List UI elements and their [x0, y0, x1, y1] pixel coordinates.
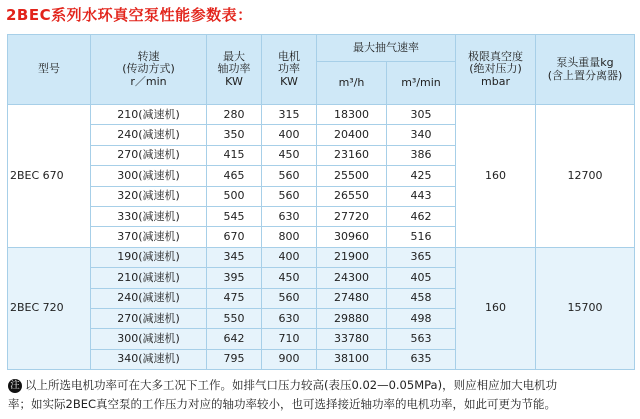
speed-cell: 240(减速机) [91, 288, 207, 308]
motor-power-cell: 560 [262, 186, 317, 206]
flow-m3h-cell: 29880 [317, 308, 387, 328]
motor-power-cell: 450 [262, 268, 317, 288]
header-shaft-power-label-2: 轴功率 [217, 62, 251, 76]
weight-cell: 15700 [536, 247, 635, 369]
motor-power-cell: 560 [262, 166, 317, 186]
header-motor-power-label: 电机 [278, 50, 300, 64]
shaft-power-cell: 642 [207, 329, 262, 349]
motor-power-cell: 400 [262, 125, 317, 145]
shaft-power-cell: 795 [207, 349, 262, 369]
flow-m3min-cell: 458 [387, 288, 456, 308]
table-body [8, 105, 635, 370]
flow-m3h-cell: 27720 [317, 206, 387, 226]
speed-cell: 340(减速机) [91, 349, 207, 369]
note-line-2: 率；如实际2BEC真空泵的工作压力对应的轴功率较小，也可选择接近轴功率的电机功率，如此可更为节能。 [8, 397, 556, 411]
header-flow-unit-m3h: m³/h [317, 62, 387, 105]
shaft-power-cell: 545 [207, 206, 262, 226]
flow-m3min-cell: 498 [387, 308, 456, 328]
flow-m3min-cell: 305 [387, 105, 456, 125]
flow-m3h-cell: 27480 [317, 288, 387, 308]
flow-m3h-cell: 21900 [317, 247, 387, 267]
shaft-power-cell: 280 [207, 105, 262, 125]
motor-power-cell: 315 [262, 105, 317, 125]
shaft-power-cell: 550 [207, 308, 262, 328]
spec-table [7, 34, 635, 370]
speed-cell: 210(减速机) [91, 268, 207, 288]
flow-m3min-cell: 386 [387, 145, 456, 165]
header-model-label: 型号 [38, 62, 60, 76]
shaft-power-cell: 475 [207, 288, 262, 308]
flow-m3min-cell: 563 [387, 329, 456, 349]
header-limit-vacuum-label: 极限真空度 [468, 50, 523, 64]
model-cell: 2BEC 720 [8, 247, 91, 369]
footnote [8, 376, 636, 414]
model-cell: 2BEC 670 [8, 105, 91, 248]
flow-m3h-cell: 20400 [317, 125, 387, 145]
shaft-power-cell: 500 [207, 186, 262, 206]
shaft-power-cell: 350 [207, 125, 262, 145]
flow-m3h-cell: 24300 [317, 268, 387, 288]
header-shaft-power [207, 35, 262, 105]
page-title: 2BEC系列水环真空泵性能参数表： [6, 6, 253, 24]
header-speed [91, 35, 207, 105]
speed-cell: 330(减速机) [91, 206, 207, 226]
header-shaft-power-unit: KW [225, 74, 243, 88]
speed-cell: 190(减速机) [91, 247, 207, 267]
flow-m3min-cell: 443 [387, 186, 456, 206]
motor-power-cell: 630 [262, 308, 317, 328]
flow-m3h-cell: 26550 [317, 186, 387, 206]
note-badge: 注 [8, 379, 22, 393]
speed-cell: 300(减速机) [91, 166, 207, 186]
header-limit-vacuum-unit: mbar [481, 74, 510, 88]
shaft-power-cell: 415 [207, 145, 262, 165]
motor-power-cell: 560 [262, 288, 317, 308]
header-limit-vacuum-sub: (绝对压力) [469, 62, 522, 76]
table-row [8, 105, 635, 125]
header-flow-unit-m3min: m³/min [387, 62, 456, 105]
header-motor-power-unit: KW [280, 74, 298, 88]
flow-m3h-cell: 33780 [317, 329, 387, 349]
weight-cell: 12700 [536, 105, 635, 248]
flow-m3min-cell: 425 [387, 166, 456, 186]
table-row [8, 247, 635, 267]
flow-m3min-cell: 365 [387, 247, 456, 267]
note-line-1: 以上所选电机功率可在大多工况下工作。如排气口压力较高(表压0.02—0.05MPa)，则应相应加大电机功 [25, 378, 558, 392]
header-shaft-power-label: 最大 [223, 50, 245, 64]
speed-cell: 240(减速机) [91, 125, 207, 145]
header-weight-label: 泵头重量kg [556, 56, 614, 70]
shaft-power-cell: 345 [207, 247, 262, 267]
flow-m3min-cell: 462 [387, 206, 456, 226]
header-max-flow [317, 35, 456, 62]
flow-m3h-cell: 38100 [317, 349, 387, 369]
header-max-flow-label: 最大抽气速率 [353, 40, 419, 54]
flow-m3min-cell: 340 [387, 125, 456, 145]
header-weight [536, 35, 635, 105]
limit-vacuum-cell: 160 [456, 247, 536, 369]
speed-cell: 300(减速机) [91, 329, 207, 349]
shaft-power-cell: 465 [207, 166, 262, 186]
header-speed-label: 转速 [137, 50, 160, 64]
flow-m3min-cell: 516 [387, 227, 456, 247]
motor-power-cell: 450 [262, 145, 317, 165]
header-motor-power [262, 35, 317, 105]
motor-power-cell: 710 [262, 329, 317, 349]
flow-m3min-cell: 405 [387, 268, 456, 288]
motor-power-cell: 900 [262, 349, 317, 369]
speed-cell: 270(减速机) [91, 145, 207, 165]
shaft-power-cell: 395 [207, 268, 262, 288]
limit-vacuum-cell: 160 [456, 105, 536, 248]
shaft-power-cell: 670 [207, 227, 262, 247]
motor-power-cell: 630 [262, 206, 317, 226]
speed-cell: 370(减速机) [91, 227, 207, 247]
speed-cell: 320(减速机) [91, 186, 207, 206]
flow-m3h-cell: 30960 [317, 227, 387, 247]
flow-m3h-cell: 25500 [317, 166, 387, 186]
motor-power-cell: 800 [262, 227, 317, 247]
speed-cell: 210(减速机) [91, 105, 207, 125]
motor-power-cell: 400 [262, 247, 317, 267]
header-model [8, 35, 91, 105]
flow-m3h-cell: 23160 [317, 145, 387, 165]
header-speed-sub: (传动方式) [122, 62, 175, 76]
flow-m3h-cell: 18300 [317, 105, 387, 125]
header-motor-power-label-2: 功率 [278, 62, 300, 76]
flow-m3min-cell: 635 [387, 349, 456, 369]
header-speed-unit: r／min [130, 74, 167, 88]
header-limit-vacuum [456, 35, 536, 105]
header-weight-sub: (含上置分离器) [547, 68, 623, 82]
speed-cell: 270(减速机) [91, 308, 207, 328]
